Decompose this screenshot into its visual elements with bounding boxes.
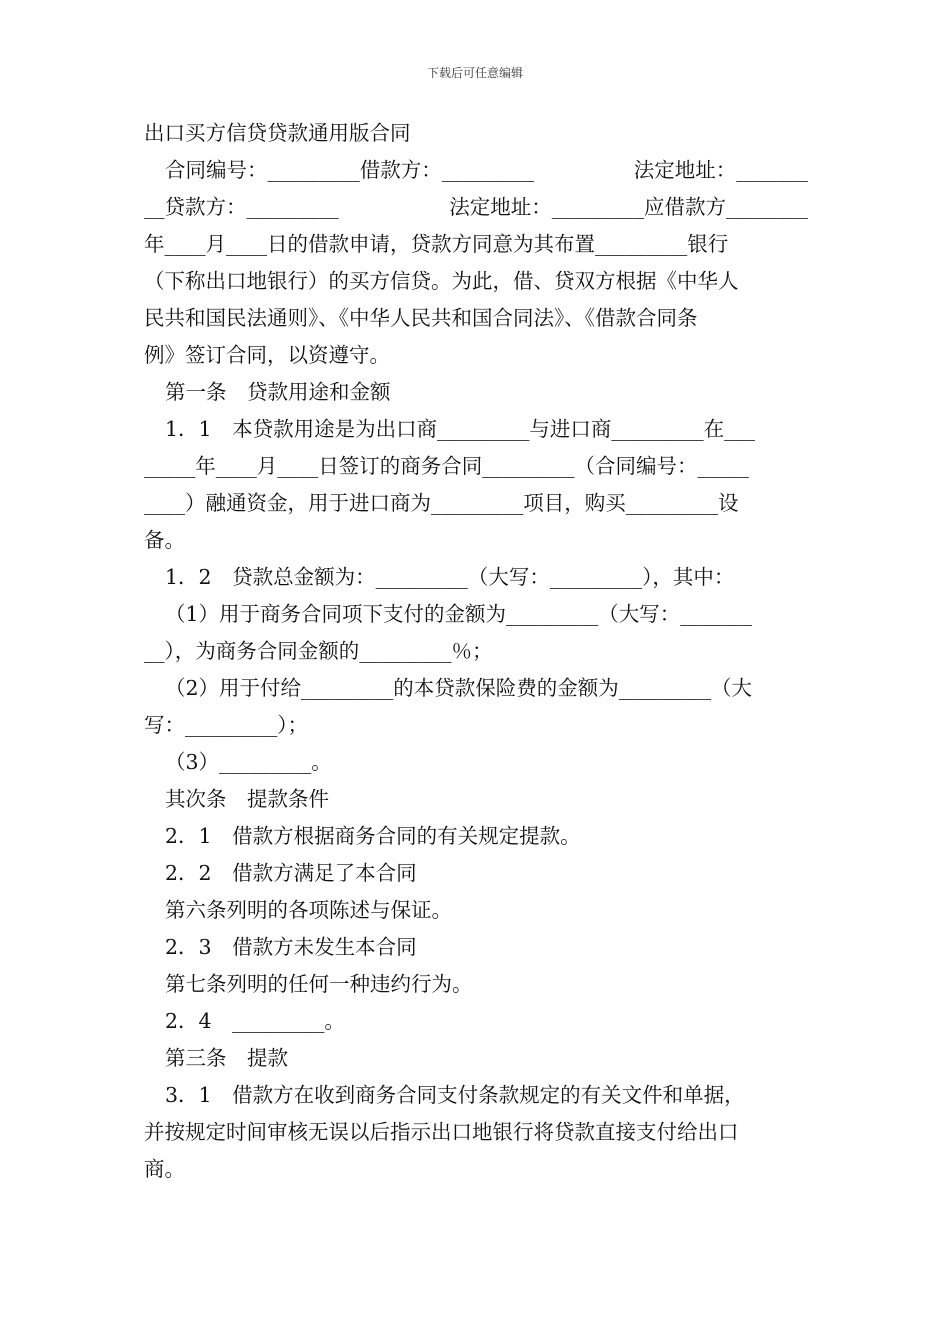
contract-line [144,300,808,337]
contract-line [144,411,808,448]
contract-line [144,485,808,522]
text-segment: 1．1 本贷款用途是为出口商_________与进口商_________在___ [165,417,755,441]
contract-line: 2．2 借款方满足了本合同 [165,861,417,885]
contract-line: 备。 [144,528,185,552]
contract-line: 1．2 贷款总金额为：_________（大写：_________），其中： [165,565,735,589]
contract-line: 第七条列明的任何一种违约行为。 [165,972,473,996]
contract-line [144,189,808,226]
contract-line: 2．3 借款方未发生本合同 [165,935,417,959]
article-heading: 其次条 提款条件 [165,787,329,811]
page-header-note: 下载后可任意编辑 [426,66,523,80]
contract-line: 例》签订合同，以资遵守。 [144,343,390,367]
text-segment: （1）用于商务合同项下支付的金额为_________（大写：_______ [165,602,753,626]
contract-line: 商。 [144,1157,185,1181]
text-segment: （2）用于付给_________的本贷款保险费的金额为_________（大 [165,676,753,700]
contract-line [144,263,808,300]
text-segment: 3．1 借款方在收到商务合同支付条款规定的有关文件和单据， [165,1083,745,1107]
article-heading: 第一条 贷款用途和金额 [165,380,391,404]
contract-line: 写：_________）； [144,713,308,737]
contract-line [144,448,808,485]
contract-line [144,152,808,189]
article-heading: 第三条 提款 [165,1046,288,1070]
contract-line [144,596,808,633]
text-segment: （下称出口地银行）的买方信贷。为此，借、贷双方根据《中华人 [144,269,739,293]
contract-line [144,670,808,707]
contract-line [144,1114,808,1151]
contract-line: 2．1 借款方根据商务合同的有关规定提款。 [165,824,581,848]
contract-line: __），为商务合同金额的_________％； [144,639,493,663]
contract-line: 第六条列明的各项陈述与保证。 [165,898,452,922]
contract-line [144,1077,808,1114]
contract-line: 2．4 _________。 [165,1009,345,1033]
contract-number-borrower: 合同编号：_________借款方：_________ [165,158,534,182]
legal-address-field: 法定地址：_________应借款方________ [449,195,808,219]
contract-line: （3）_________。 [165,750,332,774]
lender-field: __贷款方：_________ [144,195,339,219]
contract-line [144,226,808,263]
contract-body [144,115,808,1188]
contract-title: 出口买方信贷贷款通用版合同 [144,121,411,145]
text-segment: _____年____月____日签订的商务合同_________（合同编号：_____ [144,454,749,478]
text-segment: 并按规定时间审核无误以后指示出口地银行将贷款直接支付给出口 [144,1120,739,1144]
legal-address-field: 法定地址：_______ [633,158,808,182]
text-segment: 民共和国民法通则》、《中华人民共和国合同法》、《借款合同条 [144,306,698,330]
text-segment: 年____月____日的借款申请，贷款方同意为其布置_________银行 [144,232,729,256]
text-segment: ____）融通资金，用于进口商为_________项目，购买_________设 [144,491,739,515]
